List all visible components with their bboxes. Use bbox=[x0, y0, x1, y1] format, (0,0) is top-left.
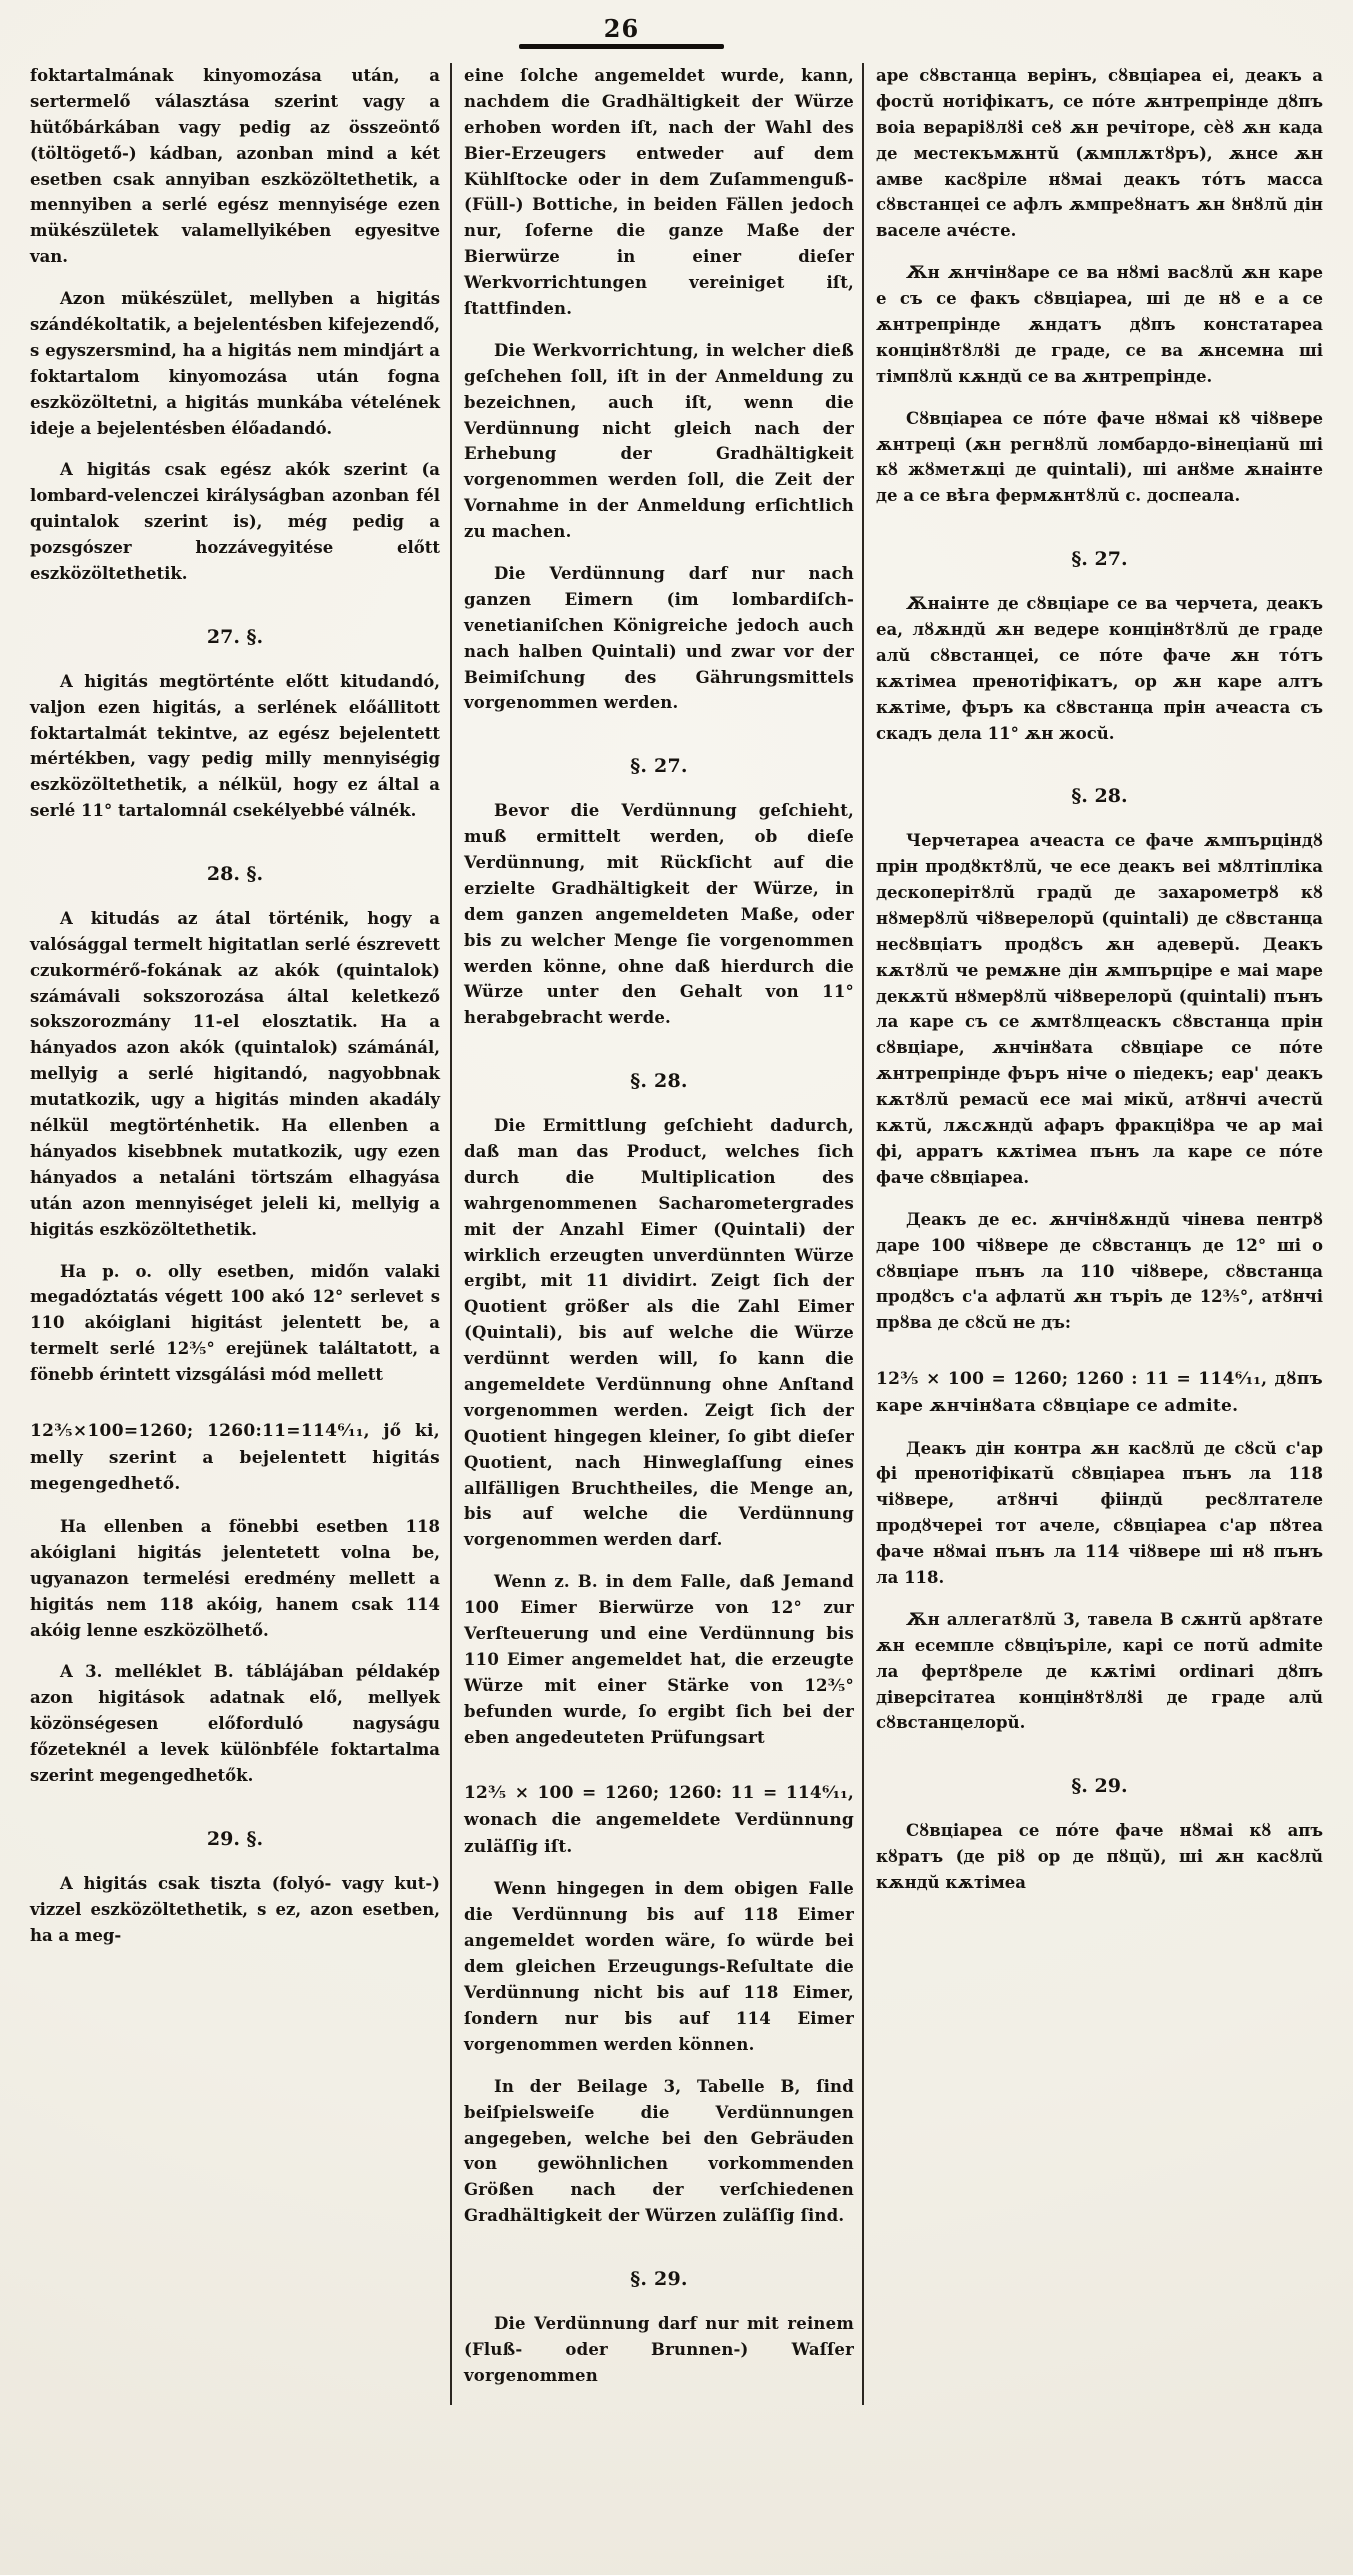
page-header bbox=[0, 14, 1268, 43]
formula: 12³⁄₅ × 100 = 1260; 1260: 11 = 114⁶⁄₁₁, wonach die angemeldete Verdünnung zuläſſig iſt. bbox=[464, 1783, 854, 1857]
column-romanian bbox=[862, 63, 1323, 2405]
paragraph: Деакъ де ес. ѫнчінȣѫндŭ чінева пентрȣ даре 100 чіȣвере де сȣвстанцъ де 12° ші о сȣвціаре пънъ ла 110 чіȣвере, сȣвстанца продȣсъ с'а афлатŭ ѫн търіъ де 12³⁄₅°, атȣнчі прȣва де сȣсŭ не дъ: bbox=[876, 1209, 1323, 1333]
paragraph: Die Ermittlung geſchieht dadurch, daß man das Product, welches ſich durch die Multiplication des wahrgenommenen Sacharometergrades mit der Anzahl Eimer (Quintali) der wirklich erzeugten unverdünnten Würze ergibt, mit 11 dividirt. Zeigt ſich der Quotient größer als die Zahl Eimer (Quintali), bis auf welche die Würze verdünnt werden will, ſo kann die angemeldete Verdünnung ohne Anſtand vorgenommen werden. Zeigt ſich der Quotient hingegen kleiner, ſo gibt dieſer Quotient, nach Hinweglaſſung eines allfälligen Bruchtheiles, die Menge an, bis auf welche die Verdünnung vorgenommen werden darf. bbox=[464, 1116, 854, 1550]
paragraph: Die Werkvorrichtung, in welcher dieß geſchehen ſoll, iſt in der Anmeldung zu bezeichnen, auch iſt, wenn die Verdünnung nicht gleich nach der Erhebung der Gradhältigkeit vorgenommen werden ſoll, die Zeit der Vornahme in der Anmeldung erſichtlich zu machen. bbox=[464, 340, 854, 542]
paragraph: Die Verdünnung darf nur mit reinem (Fluß- oder Brunnen-) Waſſer vorgenommen bbox=[464, 2313, 854, 2385]
column-german bbox=[450, 63, 862, 2405]
paragraph: Ѫн ѫнчінȣаре се ва нȣмі васȣлŭ ѫн каре е съ се факъ сȣвціареа, ші де нȣ е а се ѫнтрепрінде ѫндатъ дȣпъ констатареа концінȣтȣлȣі де граде, се ва ѫнсемна ші тімпȣлŭ кѫндŭ се ва ѫнтрепрінде. bbox=[876, 263, 1323, 386]
paragraph: A higitás csak tiszta (folyó- vagy kut-) vizzel eszközöltethetik, s ez, azon esetben, ha a meg- bbox=[30, 1873, 440, 1945]
three-column-body bbox=[30, 63, 1323, 2535]
section-heading: 28. §. bbox=[206, 863, 264, 886]
formula: 12³⁄₅ × 100 = 1260; 1260 : 11 = 114⁶⁄₁₁, дȣпъ каре ѫнчінȣата сȣвціаре се admite. bbox=[876, 1369, 1323, 1416]
paragraph: Ѫн аллегатȣлŭ 3, тавела B сѫнтŭ арȣтате ѫн есемпле сȣвціъріле, карі се потŭ admite ла фертȣреле де кѫтімі ordinari дȣпъ діверсітатеа концінȣтȣлȣі де граде алŭ сȣвстанцелорŭ. bbox=[876, 1609, 1323, 1733]
section-heading: §. 28. bbox=[1071, 785, 1128, 808]
section-heading: §. 28. bbox=[630, 1070, 688, 1093]
header-rule bbox=[519, 44, 724, 49]
section-heading: §. 27. bbox=[630, 755, 688, 778]
paragraph: Деакъ дін контра ѫн касȣлŭ де сȣсŭ с'ар фі пренотіфікатŭ сȣвціареа пънъ ла 118 чіȣвере, атȣнчі фііндŭ ресȣлтателе продȣчереі тот ачеле, сȣвціареа с'ар пȣтеа фаче нȣмаі пънъ ла 114 чіȣвере ші нȣ пънъ ла 118. bbox=[876, 1438, 1323, 1587]
paragraph: foktartalmának kinyomozása után, a sertermelő választása szerint vagy a hütőbárkában vagy pedig az összeöntő (töltögető-) kádban, azonban mind a két esetben csak annyiban eszközöltethetik, a mennyiben a serlé egész mennyisége ezen mükészületek valamellyikében egyesitve van. bbox=[30, 66, 440, 267]
page-number: 26 bbox=[603, 14, 640, 43]
paragraph: Bevor die Verdünnung geſchieht, muß ermittelt werden, ob dieſe Verdünnung, mit Rückſicht auf die erzielte Gradhältigkeit der Würze, in dem ganzen angemeldeten Maße, oder bis zu welcher Menge ſie vorgenommen werden könne, ohne daß hierdurch die Würze unter den Gehalt von 11° herabgebracht werde. bbox=[464, 801, 854, 1028]
paragraph: Die Verdünnung darf nur nach ganzen Eimern (im lombardiſch-venetianiſchen Königreiche jedoch auch nach halben Quintali) und zwar vor der Beimiſchung des Gährungsmittels vorgenommen werden. bbox=[464, 564, 854, 713]
paragraph: Сȣвціареа се пóте фаче нȣмаі кȣ чіȣвере ѫнтреці (ѫн регнȣлŭ ломбардо-вінеціанŭ ші кȣ жȣметѫці де quintali), ші анȣме ѫнаінте де а се вѣга фермѫнтȣлŭ с. доспеала. bbox=[876, 408, 1323, 506]
paragraph: A kitudás az átal történik, hogy a valósággal termelt higitatlan serlé észrevett czukormérő-fokának az akók (quintalok) számávali sokszorozása által keletkező sokszorozmány 11-el elosztatik. Ha a hányados azon akók (quintalok) számánál, mellyig a serlé higitandó, nagyobbnak mutatkozik, ugy a higitás minden akadály nélkül megtörténhetik. Ha ellenben a hányados kisebbnek mutatkozik, ugy ezen hányados a netaláni törtszám elhagyása után azon mennyiséget jeleli ki, mellyig a higitás eszközöltethetik. bbox=[30, 908, 440, 1239]
paragraph: Сȣвціареа се пóте фаче нȣмаі кȣ апъ кȣратъ (де ріȣ ор де пȣцŭ), ші ѫн касȣлŭ кѫндŭ кѫтімеа bbox=[876, 1821, 1323, 1892]
section-heading: 27. §. bbox=[206, 625, 264, 648]
paragraph: Ha p. o. olly esetben, midőn valaki megadóztatás végett 100 akó 12° serlevet s 110 akóiglani higitást jelentett be, a termelt serlé 12³⁄₅° erejünek találtatott, a fönebb érintett vizsgálási mód mellett bbox=[30, 1261, 440, 1385]
section-heading: §. 27. bbox=[1071, 548, 1128, 571]
section-heading: §. 29. bbox=[630, 2268, 688, 2291]
paragraph: Azon mükészület, mellyben a higitás szándékoltatik, a bejelentésben kifejezendő, s egyszersmind, ha a higitás nem mindjárt a foktartalom kinyomozása után fogna eszközöltetni, a higitás munkába vételének ideje a bejelentésben élőadandó. bbox=[30, 289, 441, 438]
section-heading: 29. §. bbox=[206, 1827, 264, 1850]
paragraph: A 3. melléklet B. táblájában példakép azon higitások adatnak elő, mellyek közönségesen előforduló nagyságu főzeteknél a levek különbféle foktartalma szerint megengedhetők. bbox=[30, 1662, 440, 1786]
paragraph: Черчетареа ачеаста се фаче ѫмпърціндȣ прін продȣктȣлŭ, че есе деакъ веі мȣлтіпліка дескоперітȣлŭ градŭ де захарометрȣ кȣ нȣмерȣлŭ чіȣверелорŭ (quintali) де сȣвстанца несȣвціатъ продȣсъ ѫн адеверŭ. Деакъ кѫтȣлŭ че ремѫне дін ѫмпърціре е маі маре декѫтŭ нȣмерȣлŭ чіȣверелорŭ (quintali) пънъ ла каре съ се ѫмтȣлцеаскъ сȣвстанца прін сȣвціаре, ѫнчінȣата сȣвціаре се пóте ѫнтрепрінде фъръ ніче о піедекъ; еар' деакъ кѫтȣлŭ ремасŭ есе маі мікŭ, атȣнчі ачестŭ кѫтŭ, лѫсѫндŭ афаръ фракціȣра че ар маі фі, арратъ кѫтімеа пънъ ла каре се пóте фаче сȣвціареа. bbox=[876, 831, 1323, 1187]
section-heading: §. 29. bbox=[1071, 1775, 1128, 1798]
paragraph: аре сȣвстанца верінъ, сȣвціареа еі, деакъ а фостŭ нотіфікатъ, се пóте ѫнтрепрінде дȣпъ воіа вераріȣлȣі сеȣ ѫн речіторе, сѐȣ ѫн када де местекъмѫнтŭ (ѫмплѫтȣръ), ѫнсе ѫн амве касȣріле нȣмаі деакъ тóтъ масса сȣвстанцеі се афлъ ѫмпреȣнатъ ѫн ȣнȣлŭ дін васеле ачéсте. bbox=[876, 66, 1323, 241]
formula: 12³⁄₅×100=1260; 1260:11=114⁶⁄₁₁, jő ki, melly szerint a bejelentett higitás megengedhető. bbox=[30, 1420, 440, 1495]
column-hungarian bbox=[30, 63, 450, 2405]
paragraph: In der Beilage 3, Tabelle B, ſind beiſpielsweiſe die Verdünnungen angegeben, welche bei den Gebräuden von gewöhnlichen vorkommenden Größen nach der verſchiedenen Gradhältigkeit der Würzen zuläſſig ſind. bbox=[464, 2076, 854, 2226]
paragraph: Wenn z. B. in dem Falle, daß Jemand 100 Eimer Bierwürze von 12° zur Verſteuerung und eine Verdünnung bis 110 Eimer angemeldet hat, die erzeugte Würze mit einer Stärke von 12³⁄₅° befunden wurde, ſo ergibt ſich bei der eben angedeuteten Prüfungsart bbox=[464, 1572, 854, 1747]
paragraph: A higitás megtörténte előtt kitudandó, valjon ezen higitás, a serlének előállitott foktartalmát tekintve, az egész bejelentett mértékben, vagy pedig milly mennyiségig eszközöltethetik, a nélkül, hogy ez által a serlé 11° tartalomnál csekélyebbé válnék. bbox=[30, 671, 440, 821]
paragraph: Ѫнаінте де сȣвціаре се ва черчета, деакъ еа, лȣѫндŭ ѫн ведере концінȣтȣлŭ де граде алŭ сȣвстанцеі, се пóте фаче ѫн тóтъ кѫтімеа пренотіфікатъ, ор ѫн каре алтъ кѫтіме, фъръ ка сȣвстанца прін ачеаста съ скадъ дела 11° ѫн жосŭ. bbox=[876, 594, 1323, 743]
paragraph: eine ſolche angemeldet wurde, kann, nachdem die Gradhältigkeit der Würze erhoben worden iſt, nach der Wahl des Bier-Erzeugers entweder auf dem Kühlſtocke oder in dem Zuſammenguß- (Füll-) Bottiche, in beiden Fällen jedoch nur, ſoferne die ganze Maße der Bierwürze in einer dieſer Werkvorrichtungen vereiniget iſt, ſtattfinden. bbox=[464, 66, 854, 319]
paragraph: Wenn hingegen in dem obigen Falle die Verdünnung bis auf 118 Eimer angemeldet worden wäre, ſo würde bei dem gleichen Erzeugungs-Reſultate die Verdünnung nicht bis auf 118 Eimer, ſondern nur bis auf 114 Eimer vorgenommen werden können. bbox=[464, 1879, 854, 2054]
paragraph: A higitás csak egész akók szerint (a lombard-velenczei királyságban azonban fél quintalok szerint is), még pedig a pozsgószer hozzávegyitése előtt eszközöltethetik. bbox=[30, 460, 440, 584]
paragraph: Ha ellenben a fönebbi esetben 118 akóiglani higitás jelentetett volna be, ugyanazon termelési eredmény mellett a higitás nem 118 akóig, hanem csak 114 akóig lenne eszközölhető. bbox=[30, 1517, 440, 1640]
